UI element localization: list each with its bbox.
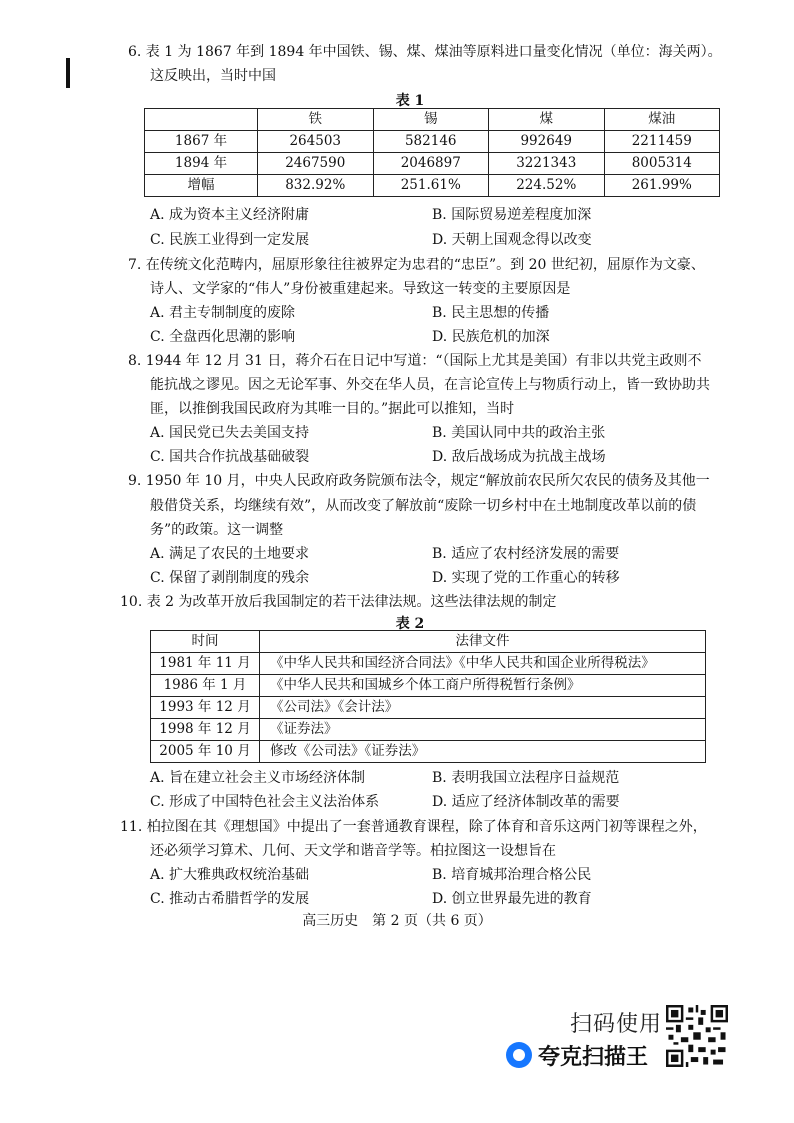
q9-option-c: C. 保留了剥削制度的残余 xyxy=(150,570,310,586)
q10-option-a: A. 旨在建立社会主义市场经济体制 xyxy=(150,770,366,786)
table-1-header-row xyxy=(145,109,720,131)
table-cell: 224.52% xyxy=(489,175,605,197)
table-cell: 1998 年 12 月 xyxy=(151,719,260,741)
table-cell: 832.92% xyxy=(258,175,374,197)
q8-option-a: A. 国民党已失去美国支持 xyxy=(150,425,310,441)
table-2-header-cell: 时间 xyxy=(151,631,260,653)
q9-line-2: 般借贷关系，均继续有效”，从而改变了解放前“废除一切乡村中在土地制度改革以前的债 xyxy=(150,498,697,514)
table-2-header-cell: 法律文件 xyxy=(260,631,706,653)
table-1-header-cell: 锡 xyxy=(373,109,489,131)
margin-mark xyxy=(66,58,70,88)
brand-icon xyxy=(506,1042,532,1068)
table-cell: 251.61% xyxy=(373,175,489,197)
table-1 xyxy=(144,108,720,197)
table-cell: 《公司法》《会计法》 xyxy=(260,697,706,719)
table-cell: 264503 xyxy=(258,131,374,153)
table-cell: 2046897 xyxy=(373,153,489,175)
q10-option-b: B. 表明我国立法程序日益规范 xyxy=(432,770,620,786)
table-2-caption: 表 2 xyxy=(395,616,425,632)
q9-option-a: A. 满足了农民的土地要求 xyxy=(150,546,310,562)
table-cell: 《中华人民共和国城乡个体工商户所得税暂行条例》 xyxy=(260,675,706,697)
q10-option-c: C. 形成了中国特色社会主义法治体系 xyxy=(150,794,380,810)
q8-line-3: 匪，以推倒我国民政府为其唯一目的。”据此可以推知，当时 xyxy=(150,401,515,417)
q11-line-2: 还必须学习算术、几何、天文学和谐音学等。柏拉图这一设想旨在 xyxy=(150,843,556,859)
q8-option-d: D. 敌后战场成为抗战主战场 xyxy=(432,449,606,465)
brand-logo xyxy=(506,1040,648,1070)
q6-option-a: A. 成为资本主义经济附庸 xyxy=(150,207,310,223)
table-row xyxy=(151,675,706,697)
table-cell: 1986 年 1 月 xyxy=(151,675,260,697)
q6-line-1: 6. 表 1 为 1867 年到 1894 年中国铁、锡、煤、煤油等原料进口量变化情况（单位：海关两）。 xyxy=(128,44,722,60)
table-row xyxy=(145,131,720,153)
q11-option-b: B. 培育城邦治理合格公民 xyxy=(432,867,592,883)
q6-option-d: D. 天朝上国观念得以改变 xyxy=(432,232,592,248)
q7-option-c: C. 全盘西化思潮的影响 xyxy=(150,329,296,345)
table-cell: 1981 年 11 月 xyxy=(151,653,260,675)
q9-option-b: B. 适应了农村经济发展的需要 xyxy=(432,546,620,562)
q11-option-c: C. 推动古希腊哲学的发展 xyxy=(150,891,310,907)
table-cell: 修改《公司法》《证券法》 xyxy=(260,741,706,763)
q9-line-3: 务”的政策。这一调整 xyxy=(150,522,284,538)
table-row xyxy=(151,653,706,675)
table-row xyxy=(151,719,706,741)
table-2-header-row xyxy=(151,631,706,653)
q7-option-a: A. 君主专制制度的废除 xyxy=(150,305,296,321)
q11-option-a: A. 扩大雅典政权统治基础 xyxy=(150,867,310,883)
q6-option-b: B. 国际贸易逆差程度加深 xyxy=(432,207,592,223)
table-1-header-cell: 铁 xyxy=(258,109,374,131)
q11-option-d: D. 创立世界最先进的教育 xyxy=(432,891,592,907)
q8-option-b: B. 美国认同中共的政治主张 xyxy=(432,425,606,441)
table-cell: 8005314 xyxy=(604,153,720,175)
table-cell: 3221343 xyxy=(489,153,605,175)
qr-code-icon xyxy=(666,1005,728,1067)
table-1-caption: 表 1 xyxy=(395,93,425,109)
q7-line-1: 7. 在传统文化范畴内，屈原形象往往被界定为忠君的“忠臣”。到 20 世纪初，屈原作为文豪、 xyxy=(128,257,705,273)
brand-name: 夸克扫描王 xyxy=(538,1044,649,1070)
q8-line-2: 能抗战之谬见。因之无论军事、外交在华人员，在言论宣传上与物质行动上，皆一致协助共 xyxy=(150,377,710,393)
table-cell: 261.99% xyxy=(604,175,720,197)
table-cell: 1993 年 12 月 xyxy=(151,697,260,719)
table-row xyxy=(151,697,706,719)
q9-option-d: D. 实现了党的工作重心的转移 xyxy=(432,570,620,586)
q6-option-c: C. 民族工业得到一定发展 xyxy=(150,232,310,248)
q6-line-2: 这反映出，当时中国 xyxy=(150,68,276,84)
table-row xyxy=(145,175,720,197)
table-cell: 992649 xyxy=(489,131,605,153)
table-cell: 1894 年 xyxy=(145,153,258,175)
q7-option-d: D. 民族危机的加深 xyxy=(432,329,550,345)
table-row xyxy=(145,153,720,175)
table-cell: 2211459 xyxy=(604,131,720,153)
q10-line-1: 10. 表 2 为改革开放后我国制定的若干法律法规。这些法律法规的制定 xyxy=(120,594,557,610)
q8-line-1: 8. 1944 年 12 月 31 日，蒋介石在日记中写道：“（国际上尤其是美国）有非以共党主政则不 xyxy=(128,353,702,369)
q8-option-c: C. 国共合作抗战基础破裂 xyxy=(150,449,310,465)
table-cell: 582146 xyxy=(373,131,489,153)
table-1-header-cell xyxy=(145,109,258,131)
q10-option-d: D. 适应了经济体制改革的需要 xyxy=(432,794,620,810)
q9-line-1: 9. 1950 年 10 月，中央人民政府政务院颁布法令，规定“解放前农民所欠农民的债务及其他一 xyxy=(128,473,710,489)
table-1-header-cell: 煤 xyxy=(489,109,605,131)
table-2 xyxy=(150,630,706,763)
table-cell: 1867 年 xyxy=(145,131,258,153)
page-footer: 高三历史 第 2 页（共 6 页） xyxy=(302,913,492,929)
q11-line-1: 11. 柏拉图在其《理想国》中提出了一套普通教育课程，除了体育和音乐这两门初等课程之外， xyxy=(120,819,707,835)
table-cell: 《中华人民共和国经济合同法》《中华人民共和国企业所得税法》 xyxy=(260,653,706,675)
table-cell: 增幅 xyxy=(145,175,258,197)
table-1-header-cell: 煤油 xyxy=(604,109,720,131)
table-cell: 《证券法》 xyxy=(260,719,706,741)
table-cell: 2005 年 10 月 xyxy=(151,741,260,763)
table-row xyxy=(151,741,706,763)
q7-option-b: B. 民主思想的传播 xyxy=(432,305,550,321)
table-cell: 2467590 xyxy=(258,153,374,175)
q7-line-2: 诗人、文学家的“伟人”身份被重建起来。导致这一转变的主要原因是 xyxy=(150,281,571,297)
scan-label: 扫码使用 xyxy=(570,1012,663,1037)
